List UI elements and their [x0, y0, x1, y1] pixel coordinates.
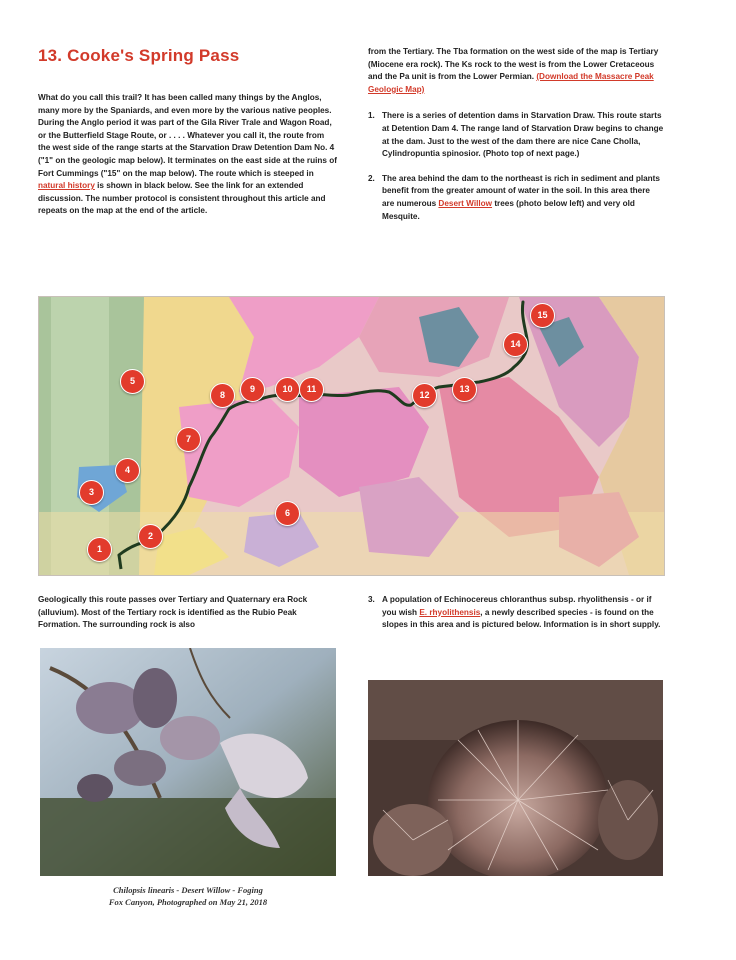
right-column-bottom	[368, 594, 664, 644]
numbered-list-bottom	[368, 594, 664, 632]
geologic-map-graphic	[39, 297, 664, 575]
geology-column	[38, 594, 338, 642]
geology-continuation: from the Tertiary. The Tba formation on the west side of the map is Tertiary (Miocene era rock). The Ks rock to the west is from the Lower Cretaceous and the Pa unit is from the Lower Permian. (Download the Massacre Peak Geologic Map)	[368, 47, 659, 94]
right-column-top	[368, 46, 664, 235]
cactus-photo	[368, 680, 663, 876]
photo-caption: Chilopsis linearis - Desert Willow - Foging Fox Canyon, Photographed on May 21, 2018	[108, 885, 268, 907]
map-marker: 1	[87, 537, 112, 562]
download-geologic-map-link[interactable]: (Download the Massacre Peak Geologic Map)	[368, 72, 654, 94]
map-marker: 13	[452, 377, 477, 402]
map-marker: 2	[138, 524, 163, 549]
map-marker: 3	[79, 480, 104, 505]
geologic-map	[38, 296, 665, 576]
article-title: 13. Cooke's Spring Pass	[38, 46, 240, 65]
numbered-list-top	[368, 110, 664, 223]
map-marker: 11	[299, 377, 324, 402]
map-marker: 8	[210, 383, 235, 408]
list-item: 2. The area behind the dam to the northeast is rich in sediment and plants benefit from the greater amount of water in the soil. In this area there are numerous Desert Willow trees (photo below left) and very old Mesquite.	[368, 173, 660, 221]
map-marker: 14	[503, 332, 528, 357]
map-marker: 6	[275, 501, 300, 526]
intro-column	[38, 92, 338, 228]
map-marker: 12	[412, 383, 437, 408]
intro-paragraph: What do you call this trail? It has been called many things by the Anglos, many more by the Spaniards, and even more by the various native peoples. During the Anglo period it was part of the Gila River Trale and Wagon Road, or the Butterfield Stage Route, or . . . . Whatever you call it, the route from the west side of the range starts at the Starvation Draw Detention Dam No. 4 ("1" on the geologic map below). It terminates on the east side at the ruins of Fort Cummings ("15" on the map below). The route which is steeped in natural history is shown in black below. See the link for an extended discussion. The number protocol is consistent throughout this article and repeats on the map at the end of the article.	[38, 93, 337, 216]
map-marker: 4	[115, 458, 140, 483]
geology-paragraph: Geologically this route passes over Tertiary and Quaternary era Rock (alluvium). Most of the Tertiary rock is identified as the Rubio Peak Formation. The surrounding rock is also	[38, 595, 308, 630]
desert-willow-image	[40, 648, 336, 876]
map-marker: 10	[275, 377, 300, 402]
desert-willow-link[interactable]: Desert Willow	[438, 198, 493, 208]
natural-history-link[interactable]: natural history	[38, 181, 95, 191]
map-marker: 15	[530, 303, 555, 328]
cactus-image	[368, 680, 663, 876]
list-item: 1. There is a series of detention dams in Starvation Draw. This route starts at Detention Dam 4. The range land of Starvation Draw begins to change at the dam. Just to the west of the dam there are nice Cane Cholla, Cylindropuntia spinosior. (Photo top of next page.)	[368, 111, 664, 159]
map-marker: 9	[240, 377, 265, 402]
rhyolithensis-link[interactable]: E. rhyolithensis	[419, 607, 481, 617]
map-marker: 5	[120, 369, 145, 394]
list-item: 3. A population of Echinocereus chloranthus subsp. rhyolithensis - or if you wish E. rhyolithensis, a newly described species - is found on the slopes in this area and is pictured below. Information is in short supply.	[368, 595, 661, 630]
map-marker: 7	[176, 427, 201, 452]
desert-willow-photo	[40, 648, 336, 876]
